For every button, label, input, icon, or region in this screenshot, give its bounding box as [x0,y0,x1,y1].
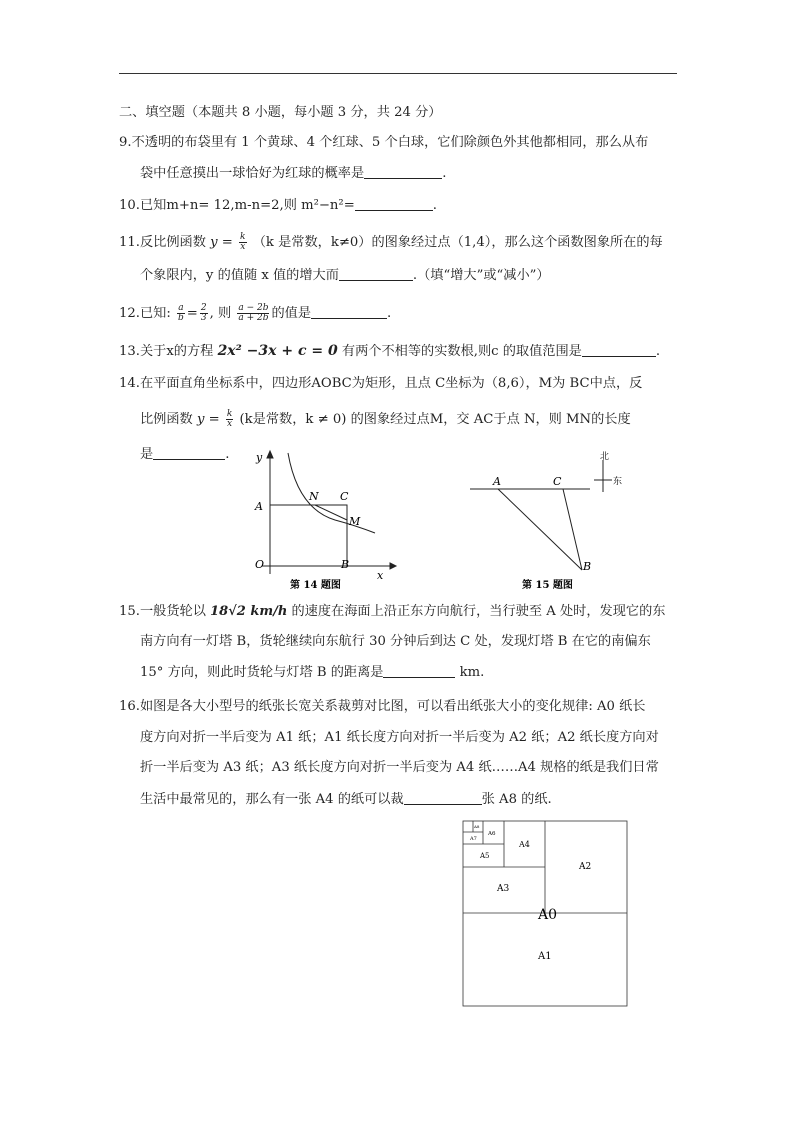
figure-14 [240,448,400,596]
q15-line1: 15.一般货轮以 18√2 km/h 的速度在海面上沿正东方向航行，当行驶至 A 处时，发现它的东 [119,604,666,619]
caption-14: 第 14 题图 [290,580,341,591]
q15-line2: 南方向有一灯塔 B，货轮继续向东航行 30 分钟后到达 C 处，发现灯塔 B 在它的南偏东 [140,634,651,649]
label-a3: A3 [497,884,510,894]
q9-text: 袋中任意摸出一球恰好为红球的概率是 [140,166,365,181]
q11-line1: 11.反比例函数 y = $\frac{k}{x}$ （k 是常数，k≠0）的图象经过点（1,4），那么这个函数图象所在的每 [119,232,663,252]
label-o: O [255,558,265,571]
q9-line1: 9.不透明的布袋里有 1 个黄球、4 个红球、5 个白球，它们除颜色外其他都相同，那么从布 [119,135,649,150]
compass-east-label: 东 [613,477,623,487]
label-a1: A1 [538,951,552,962]
x-axis-arrow [390,563,396,569]
caption-15: 第 15 题图 [522,580,573,591]
label-a: A [493,475,501,488]
label-m: M [349,515,361,528]
section-title: 二、填空题（本题共 8 小题，每小题 3 分，共 24 分） [119,105,442,120]
q13-equation: 2x² −3x + c = 0 [217,343,338,359]
q11-fraction: $\frac{k}{x}$ [240,232,246,252]
label-b: B [341,558,350,571]
label-y: y [256,451,263,464]
label-a: A [255,500,263,513]
q14-fraction: $\frac{k}{x}$ [226,409,233,429]
q10-text: 10.已知m+n= 12,m-n=2,则 m²−n²= [119,198,355,213]
q13-answer-blank [582,343,656,357]
q14-line3: 是 . [140,447,230,462]
q11-formula: y = [210,235,233,250]
label-a7: A7 [470,836,477,842]
label-n: N [309,490,319,503]
q9-answer-blank [364,165,442,179]
q12-line: 12.已知: $\frac{a}{b}$ = $\frac{2}{3}$ , 则 $\frac{a - 2b}{a + 2b}$ 的值是 . [119,303,392,323]
q9-line2: 袋中任意摸出一球恰好为红球的概率是 . [140,166,447,181]
label-a0: A0 [538,907,558,923]
label-b: B [583,560,592,573]
label-c: C [553,475,562,488]
q14-line2: 比例函数 y = $\frac{k}{x}$ (k是常数，k ≠ 0) 的图象经过点M，交 AC于点 N，则 MN的长度 [140,409,631,429]
q14-line1: 14.在平面直角坐标系中，四边形AOBC为矩形，且点 C坐标为（8,6），M为 BC中点，反 [119,376,643,391]
q11-line2: 个象限内，y 的值随 x 值的增大而 .（填“增大”或“减小”） [140,268,550,283]
q15-line3: 15° 方向，则此时货轮与灯塔 B 的距离是 km. [140,665,485,680]
compass-north-label: 北 [600,452,610,462]
q16-line3: 折一半后变为 A3 纸；A3 纸长度方向对折一半后变为 A4 纸……A4 规格的纸是我们日常 [140,760,659,775]
q14-answer-blank [153,446,225,460]
q15-speed: 18√2 km/h [210,604,288,619]
label-a8: A8 [474,824,480,829]
figure-15 [460,446,640,596]
q11-answer-blank [339,267,413,281]
q10-line: 10.已知m+n= 12,m-n=2,则 m²−n²= . [119,198,437,213]
q15-answer-blank [383,664,455,678]
label-a2: A2 [579,862,592,872]
header-rule [119,73,677,74]
segment-cb [563,489,582,570]
q16-line4: 生活中最常见的，那么有一张 A4 的纸可以裁 张 A8 的纸. [140,792,552,807]
label-a6: A6 [488,831,496,837]
q13-line: 13.关于x的方程 2x² −3x + c = 0 有两个不相等的实数根,则c 的取值范围是 . [119,343,661,359]
q12-fraction-ab: $\frac{a}{b}$ [178,303,184,323]
q12-fraction-expr: $\frac{a - 2b}{a + 2b}$ [238,303,269,323]
q12-answer-blank [311,305,387,319]
q12-fraction-23: $\frac{2}{3}$ [200,303,207,323]
y-axis-arrow [267,451,273,458]
q16-line2: 度方向对折一半后变为 A1 纸；A1 纸长度方向对折一半后变为 A2 纸；A2 纸长度方向对 [140,730,659,745]
q10-answer-blank [355,197,433,211]
segment-ab [498,489,582,570]
paper-size-diagram [460,818,630,1010]
hyperbola-curve [288,453,375,533]
label-c: C [340,490,349,503]
label-a5: A5 [480,852,490,860]
label-a4: A4 [519,840,530,849]
q16-line1: 16.如图是各大小型号的纸张长宽关系裁剪对比图，可以看出纸张大小的变化规律: A0 纸长 [119,699,646,714]
label-x: x [377,569,384,582]
q16-answer-blank [404,791,482,805]
